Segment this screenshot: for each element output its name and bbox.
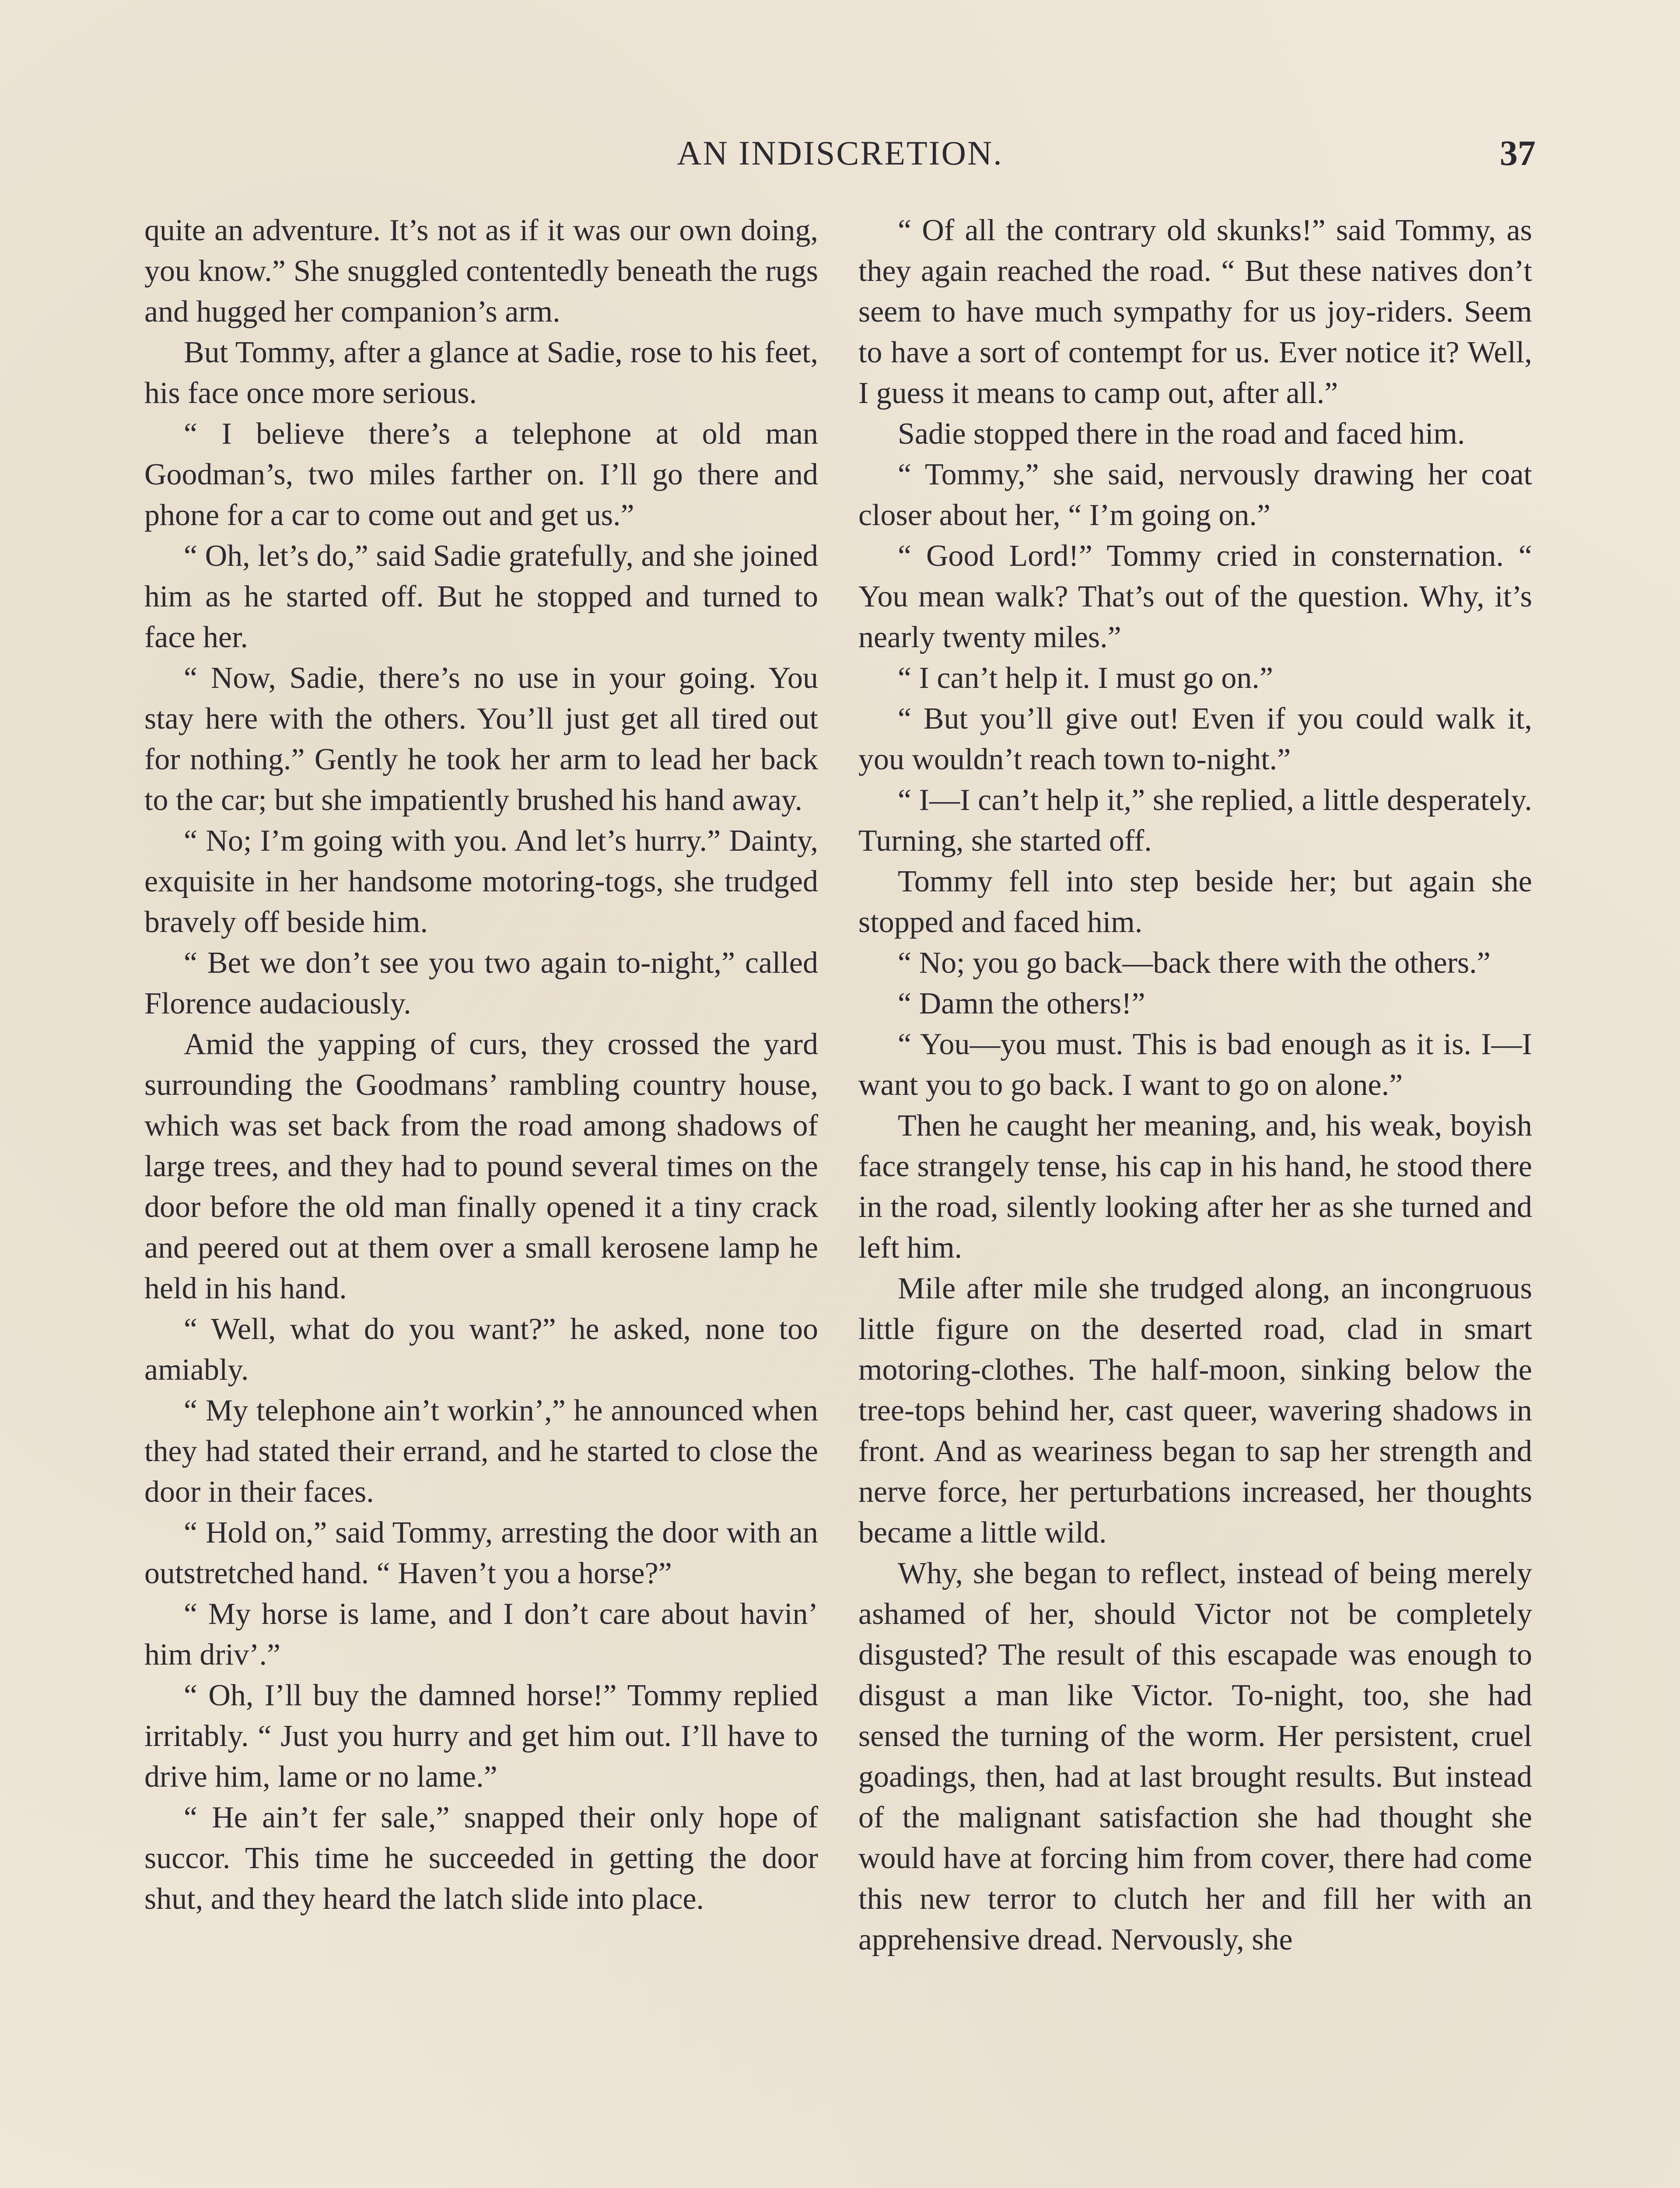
paragraph: “ Well, what do you want?” he asked, none too amiably. [144, 1312, 818, 1387]
right-column [858, 210, 1532, 2188]
paragraph: Sadie stopped there in the road and faced him. [898, 417, 1465, 451]
paragraph: “ I can’t help it. I must go on.” [898, 661, 1273, 695]
paragraph: “ My telephone ain’t workin’,” he announced when they had stated their errand, and he started to close the door in their faces. [144, 1394, 818, 1509]
paragraph: “ Tommy,” she said, nervously drawing her coat closer about her, “ I’m going on.” [858, 458, 1532, 532]
paragraph: “ He ain’t fer sale,” snapped their only hope of succor. This time he succeeded in getting the door shut, and they heard the latch slide into place. [144, 1801, 818, 1916]
paragraph: “ Bet we don’t see you two again to-night,” called Florence audaciously. [144, 946, 818, 1020]
paragraph: “ Good Lord!” Tommy cried in consternation. “ You mean walk? That’s out of the question. Why, it’s nearly twenty miles.” [858, 539, 1532, 654]
paragraph: “ I believe there’s a telephone at old man Goodman’s, two miles farther on. I’ll go there and phone for a car to come out and get us.” [144, 417, 818, 532]
paragraph: Tommy fell into step beside her; but again she stopped and faced him. [858, 865, 1532, 939]
paragraph: Mile after mile she trudged along, an incongruous little figure on the deserted road, clad in smart motoring-clothes. The half-moon, sinking below the tree-tops behind her, cast queer, wavering shadows in front. And as weariness began to sap her strength and nerve force, her perturbations increased, her thoughts became a little wild. [858, 1272, 1532, 1550]
left-column [144, 210, 818, 2188]
running-title: AN INDISCRETION. [677, 134, 1003, 172]
paragraph: “ Now, Sadie, there’s no use in your going. You stay here with the others. You’ll just get all tired out for nothing.” Gently he took her arm to lead her back to the car; but she impatiently brushed his hand away. [144, 661, 818, 817]
paragraph: “ No; you go back—back there with the others.” [898, 946, 1491, 980]
paragraph: “ No; I’m going with you. And let’s hurry.” Dainty, exquisite in her handsome motoring-togs, she trudged bravely off beside him. [144, 824, 818, 939]
paragraph: “ Oh, let’s do,” said Sadie gratefully, and she joined him as he started off. But he stopped and turned to face her. [144, 539, 818, 654]
paragraph: quite an adventure. It’s not as if it was our own doing, you know.” She snuggled contentedly beneath the rugs and hugged her companion’s arm. [144, 214, 818, 329]
paragraph: “ Hold on,” said Tommy, arresting the door with an outstretched hand. “ Haven’t you a horse?” [144, 1516, 818, 1590]
page-header [144, 127, 1536, 179]
paragraph: Why, she began to reflect, instead of being merely ashamed of her, should Victor not be completely disgusted? The result of this escapade was enough to disgust a man like Victor. To-night, too, she had sensed the turning of the worm. Her persistent, cruel goadings, then, had at last brought results. But instead of the malignant satisfaction she had thought she would have at forcing him from cover, there had come this new terror to clutch her and fill her with an apprehensive dread. Nervously, she [858, 1557, 1532, 1957]
paragraph: “ You—you must. This is bad enough as it is. I—I want you to go back. I want to go on alone.” [858, 1027, 1532, 1102]
paragraph: “ Oh, I’ll buy the damned horse!” Tommy replied irritably. “ Just you hurry and get him out. I’ll have to drive him, lame or no lame.” [144, 1679, 818, 1794]
paragraph: But Tommy, after a glance at Sadie, rose to his feet, his face once more serious. [144, 336, 818, 410]
paragraph: Amid the yapping of curs, they crossed the yard surrounding the Goodmans’ rambling country house, which was set back from the road among shadows of large trees, and they had to pound several times on the door before the old man finally opened it a tiny crack and peered out at them over a small kerosene lamp he held in his hand. [144, 1027, 818, 1305]
paragraph: Then he caught her meaning, and, his weak, boyish face strangely tense, his cap in his hand, he stood there in the road, silently looking after her as she turned and left him. [858, 1109, 1532, 1265]
paragraph: “ I—I can’t help it,” she replied, a little desperately. Turning, she started off. [858, 783, 1532, 858]
paragraph: “ My horse is lame, and I don’t care about havin’ him driv’.” [144, 1597, 818, 1672]
paragraph: “ But you’ll give out! Even if you could walk it, you wouldn’t reach town to-night.” [858, 702, 1532, 776]
paragraph: “ Of all the contrary old skunks!” said Tommy, as they again reached the road. “ But these natives don’t seem to have much sympathy for us joy-riders. Seem to have a sort of contempt for us. Ever notice it? Well, I guess it means to camp out, after all.” [858, 214, 1532, 410]
paragraph: “ Damn the others!” [898, 987, 1145, 1020]
page-number: 37 [1500, 133, 1536, 173]
